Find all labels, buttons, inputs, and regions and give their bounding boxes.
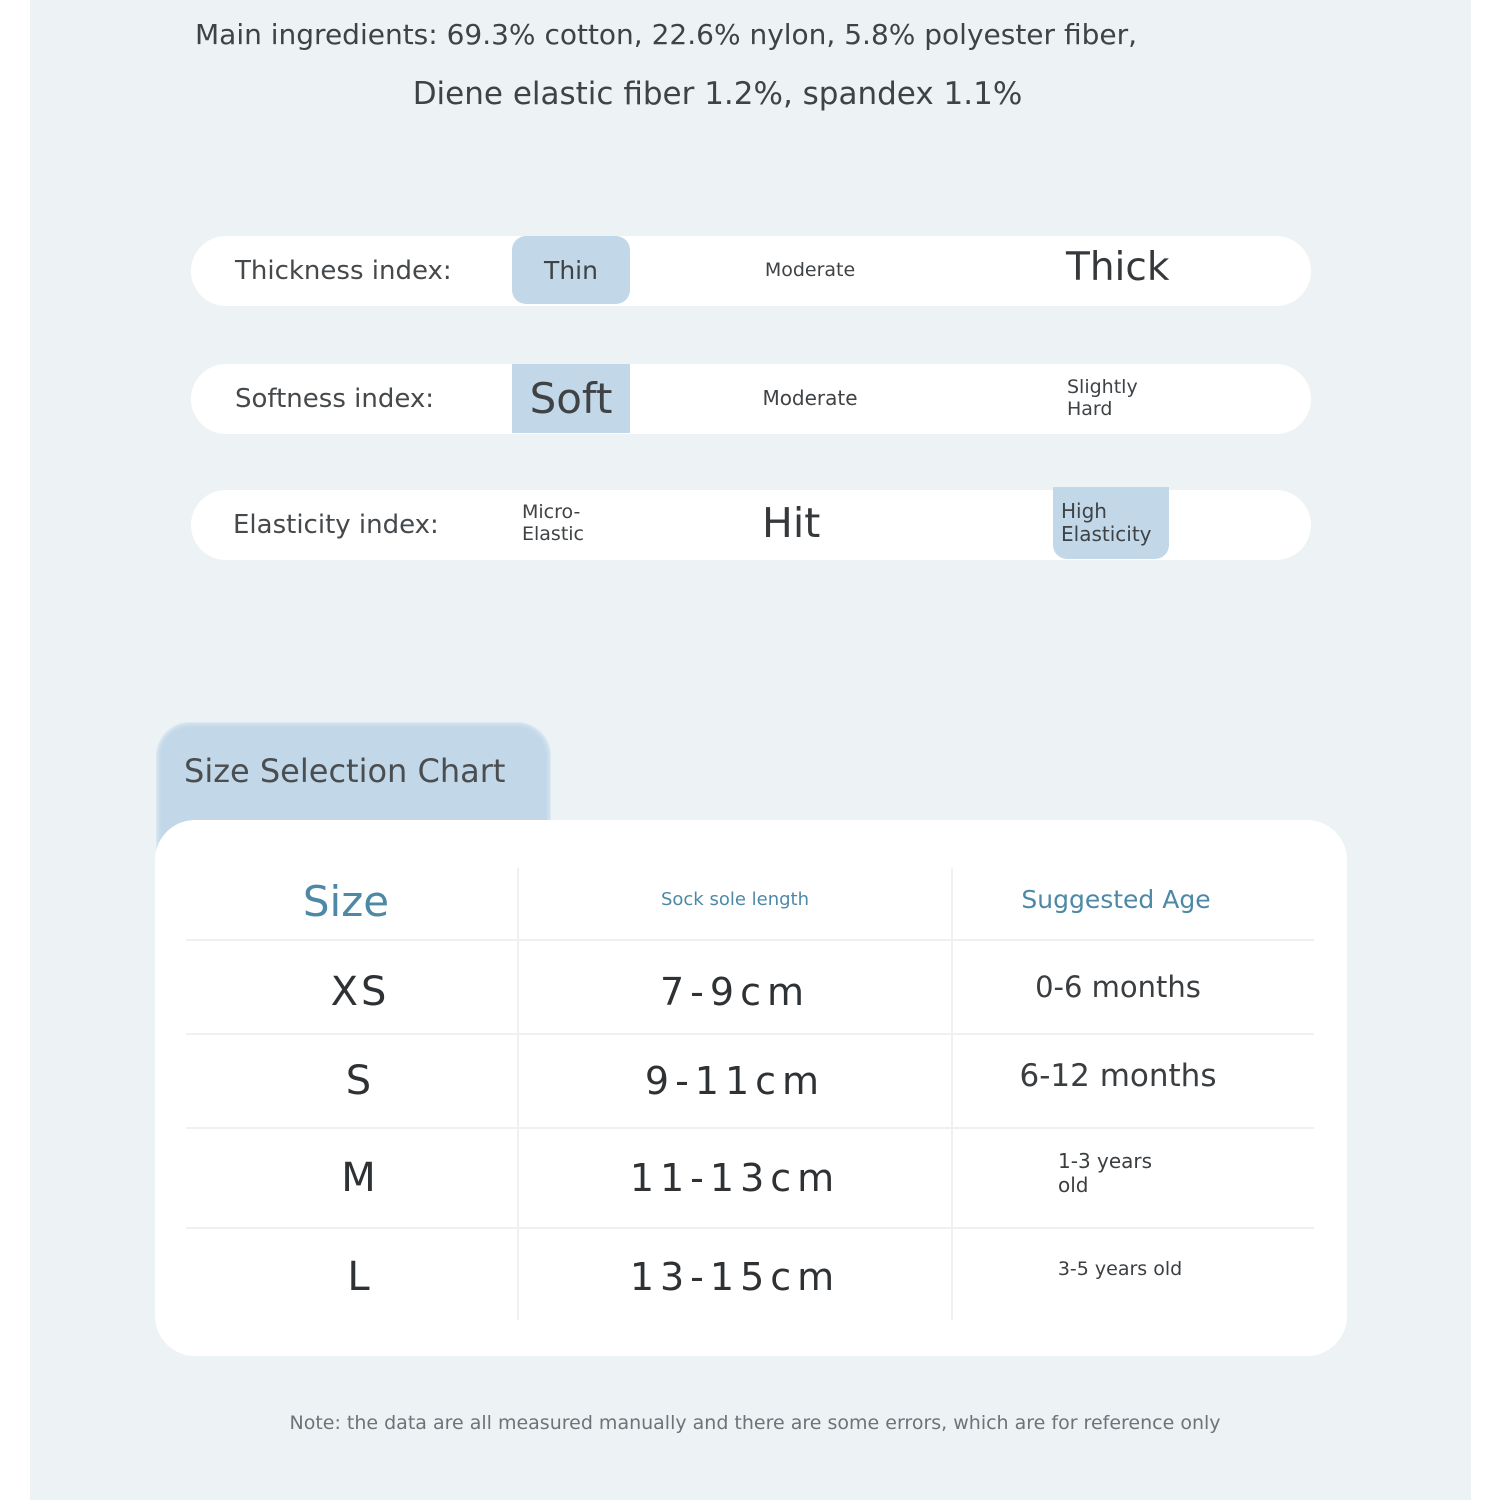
softness-index-row [191,364,1311,434]
table-row-size: XS [330,969,390,1015]
elasticity-option-high-elasticity[interactable]: High Elasticity [1053,487,1169,559]
softness-option-soft[interactable]: Soft [512,364,630,433]
elasticity-option-hit[interactable]: Hit [762,499,821,547]
elasticity-index-label: Elasticity index: [233,510,439,540]
row-divider [186,939,1314,941]
size-chart-title: Size Selection Chart [184,752,506,790]
ingredients-text-line1: Main ingredients: 69.3% cotton, 22.6% nylon, 5.8% polyester fiber, [195,18,1137,51]
thickness-index-label: Thickness index: [235,256,452,286]
table-row-age: 0-6 months [1035,970,1201,1004]
table-row-age: 6-12 months [1019,1058,1217,1094]
softness-option-slightly-hard[interactable]: Slightly Hard [1067,376,1138,420]
table-row-size: S [345,1058,375,1104]
table-row-age: 3-5 years old [1057,1258,1183,1280]
thickness-option-thick[interactable]: Thick [1066,244,1170,290]
table-row-length: 13-15cm [629,1255,841,1299]
elasticity-index-row [191,490,1311,560]
softness-index-label: Softness index: [235,384,435,414]
table-row-length: 9-11cm [644,1059,826,1103]
table-row-size: L [347,1254,373,1300]
table-row-age: 1-3 years old [1058,1149,1153,1197]
softness-option-moderate[interactable]: Moderate [762,386,858,410]
header-suggested-age: Suggested Age [1021,884,1211,914]
table-row-size: M [341,1155,379,1201]
header-size: Size [302,876,390,926]
thickness-option-thin[interactable]: Thin [512,236,630,304]
elasticity-option-micro-elastic[interactable]: Micro-Elastic [522,501,585,545]
thickness-index-row [191,236,1311,306]
table-row-length: 11-13cm [629,1156,841,1200]
ingredients-text-line2: Diene elastic fiber 1.2%, spandex 1.1% [412,76,1023,112]
measurement-note: Note: the data are all measured manually and there are some errors, which are for reference only [289,1412,1221,1434]
header-sock-sole-length: Sock sole length [660,888,810,910]
thickness-option-moderate[interactable]: Moderate [764,259,856,281]
table-row-length: 7-9cm [660,970,810,1014]
